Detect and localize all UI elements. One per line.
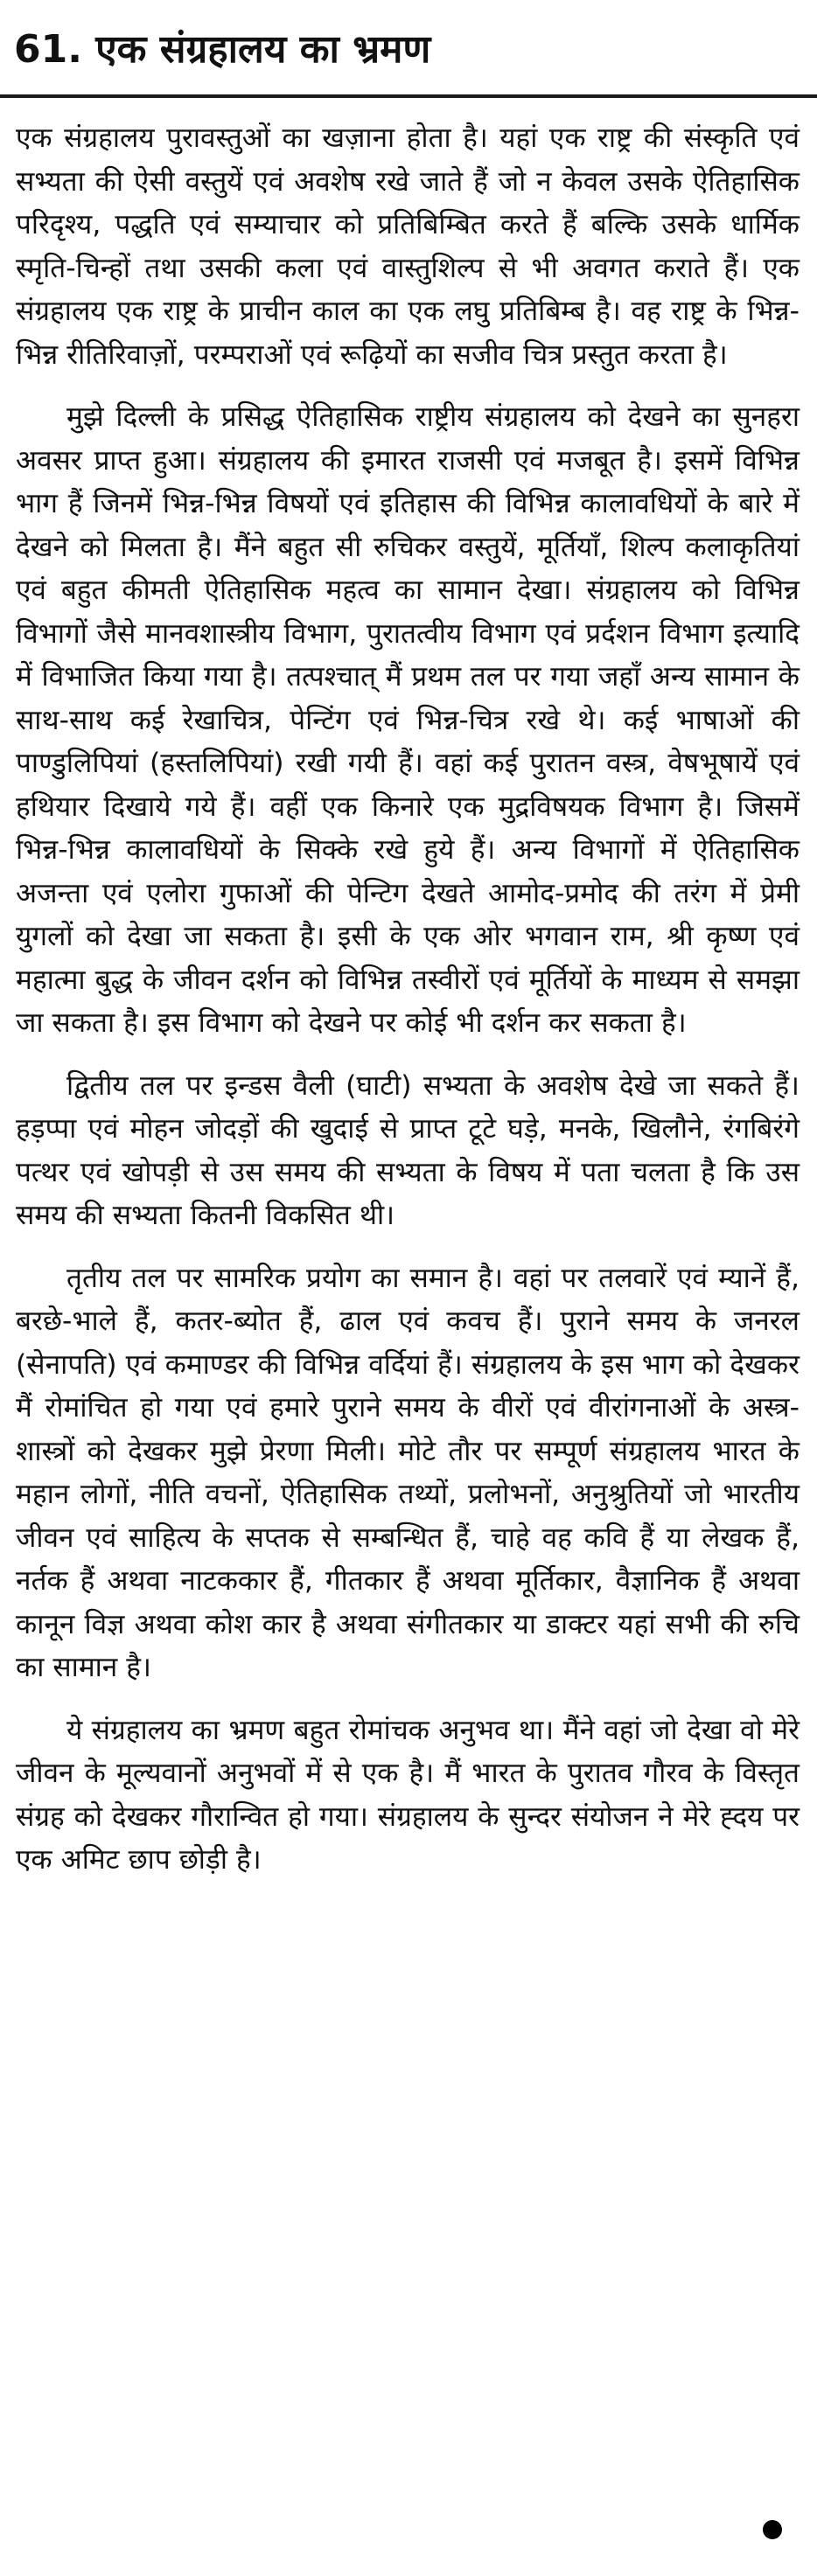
paragraph-conclusion: ये संग्रहालय का भ्रमण बहुत रोमांचक अनुभव था। मैंने वहां जो देखा वो मेरे जीवन के मूल्यवानों अनुभवों में से एक है। मैं भारत के पुरातव गौरव के विस्तृत संग्रह को देखकर गौरान्वित हो गया। संग्रहालय के सुन्दर संयोजन ने मेरे ह्दय पर एक अमिट छाप छोड़ी है। (16, 1714, 800, 1876)
paragraph-first-floor: मुझे दिल्ली के प्रसिद्ध ऐतिहासिक राष्ट्रीय संग्रहालय को देखने का सुनहरा अवसर प्राप्त हुआ। संग्रहालय की इमारत राजसी एवं मजबूत है। इसमें विभिन्न भाग हैं जिनमें भिन्न-भिन्न विषयों एवं इतिहास की विभिन्न कालावधियों के बारे में देखने को मिलता है। मैंने बहुत सी रुचिकर वस्तुयें, मूर्तियाँ, शिल्प कलाकृतियां एवं बहुत कीमती ऐतिहासिक महत्व का सामान देखा। संग्रहालय को विभिन्न विभागों जैसे मानवशास्त्रीय विभाग, पुरातत्वीय विभाग एवं प्रर्दशन विभाग इत्यादि में विभाजित किया गया है। तत्पश्चात् मैं प्रथम तल पर गया जहाँ अन्य सामान के साथ-साथ कई रेखाचित्र, पेन्टिंग एवं भिन्न-चित्र रखे थे। कई भाषाओं की पाण्डुलिपियां (हस्तलिपियां) रखी गयी हैं। वहां कई पुरातन वस्त्र, वेषभूषायें एवं हथियार दिखाये गये हैं। वहीं एक किनारे एक मुद्रविषयक विभाग है। जिसमें भिन्न-भिन्न कालावधियों के सिक्के रखे हुये हैं। अन्य विभागों में ऐतिहासिक अजन्ता एवं एलोरा गुफाओं की पेन्टिग देखते आमोद-प्रमोद की तरंग में प्रेमी युगलों को देखा जा सकता है। इसी के एक ओर भगवान राम, श्री कृष्ण एवं महात्मा बुद्ध के जीवन दर्शन को विभिन्न तस्वीरों एवं मूर्तियों के माध्यम से समझा जा सकता है। इस विभाग को देखने पर कोई भी दर्शन कर सकता है। (16, 401, 800, 1039)
end-bullet-icon (763, 2520, 782, 2539)
paragraph-intro: एक संग्रहालय पुरावस्तुओं का खज़ाना होता है। यहां एक राष्ट्र की संस्कृति एवं सभ्यता की ऐसी वस्तुयें एवं अवशेष रखे जाते हैं जो न केवल उसके ऐतिहासिक परिदृश्य, पद्धति एवं सम्याचार को प्रतिबिम्बित करते हैं बल्कि उसके धार्मिक स्मृति-चिन्हों तथा उसकी कला एवं वास्तुशिल्प से भी अवगत कराते हैं। एक संग्रहालय एक राष्ट्र के प्राचीन काल का एक लघु प्रतिबिम्ब है। वह राष्ट्र के भिन्न-भिन्न रीतिरिवाज़ों, परम्पराओं एवं रूढ़ियों का सजीव चित्र प्रस्तुत करता है। (16, 122, 800, 371)
essay-body (16, 117, 800, 1902)
title-divider (0, 94, 817, 98)
page-title: 61. एक संग्रहालय का भ्रमण (14, 27, 431, 72)
paragraph-third-floor: तृतीय तल पर सामरिक प्रयोग का समान है। वहां पर तलवारें एवं म्यानें हैं, बरछे-भाले हैं, कतर-ब्योत हैं, ढाल एवं कवच हैं। पुराने समय के जनरल (सेनापति) एवं कमाण्डर की विभिन्न वर्दियां हैं। संग्रहालय के इस भाग को देखकर मैं रोमांचित हो गया एवं हमारे पुराने समय के वीरों एवं वीरांगनाओं के अस्त्र-शास्त्रों को देखकर मुझे प्रेरणा मिली। मोटे तौर पर सम्पूर्ण संग्रहालय भारत के महान लोगों, नीति वचनों, ऐतिहासिक तथ्यों, प्रलोभनों, अनुश्रुतियों जो भारतीय जीवन एवं साहित्य के सप्तक से सम्बन्धित हैं, चाहे वह कवि हैं या लेखक हैं, नर्तक हैं अथवा नाटककार हैं, गीतकार हैं अथवा मूर्तिकार, वैज्ञानिक हैं अथवा कानून विज्ञ अथवा कोश कार है अथवा संगीतकार या डाक्टर यहां सभी की रुचि का सामान है। (16, 1262, 800, 1683)
paragraph-second-floor: द्वितीय तल पर इन्डस वैली (घाटी) सभ्यता के अवशेष देखे जा सकते हैं। हड़प्पा एवं मोहन जोदड़ों की खुदाई से प्राप्त टूटे घड़े, मनके, खिलौने, रंगबिरंगे पत्थर एवं खोपड़ी से उस समय की सभ्यता के विषय में पता चलता है कि उस समय की सभ्यता कितनी विकसित थी। (16, 1069, 800, 1231)
